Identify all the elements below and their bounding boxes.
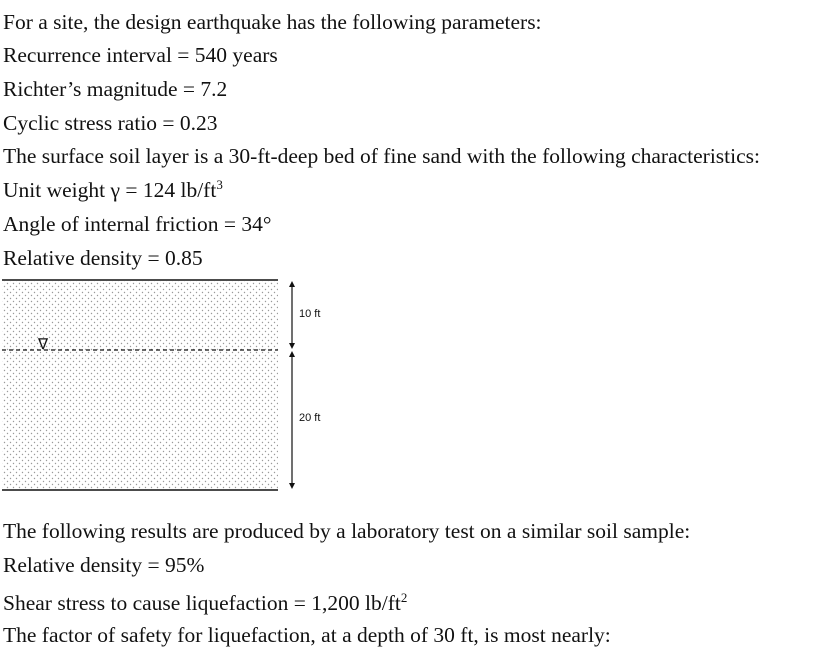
water-table-symbol: ∇	[38, 335, 49, 353]
soil-intro-text: The surface soil layer is a 30-ft-deep bed of fine sand with the following characteristics:	[3, 144, 761, 168]
lab-relative-density: Relative density = 95%	[3, 553, 205, 577]
shear-stress	[3, 590, 407, 616]
relative-density: Relative density = 0.85	[3, 246, 203, 270]
recurrence-interval: Recurrence interval = 540 years	[3, 43, 278, 67]
unit-weight-text: Unit weight γ = 124 lb/ft	[3, 178, 217, 202]
lower-layer-label: 20 ft	[299, 412, 321, 424]
internal-friction: Angle of internal friction = 34°	[3, 212, 272, 236]
lab-intro-text: The following results are produced by a laboratory test on a similar soil sample:	[3, 519, 691, 543]
sand-bed	[2, 281, 278, 489]
richter-magnitude: Richter’s magnitude = 7.2	[3, 77, 228, 101]
unit-weight-exponent: 3	[216, 176, 223, 192]
cyclic-stress-ratio: Cyclic stress ratio = 0.23	[3, 111, 218, 135]
unit-weight	[3, 177, 223, 203]
upper-layer-label: 10 ft	[299, 308, 321, 320]
soil-profile-diagram	[0, 270, 340, 495]
question-text: The factor of safety for liquefaction, at a depth of 30 ft, is most nearly:	[3, 623, 611, 647]
shear-stress-text: Shear stress to cause liquefaction = 1,200 lb/ft	[3, 591, 401, 615]
shear-stress-exponent: 2	[400, 589, 408, 605]
intro-text: For a site, the design earthquake has the following parameters:	[3, 10, 542, 34]
